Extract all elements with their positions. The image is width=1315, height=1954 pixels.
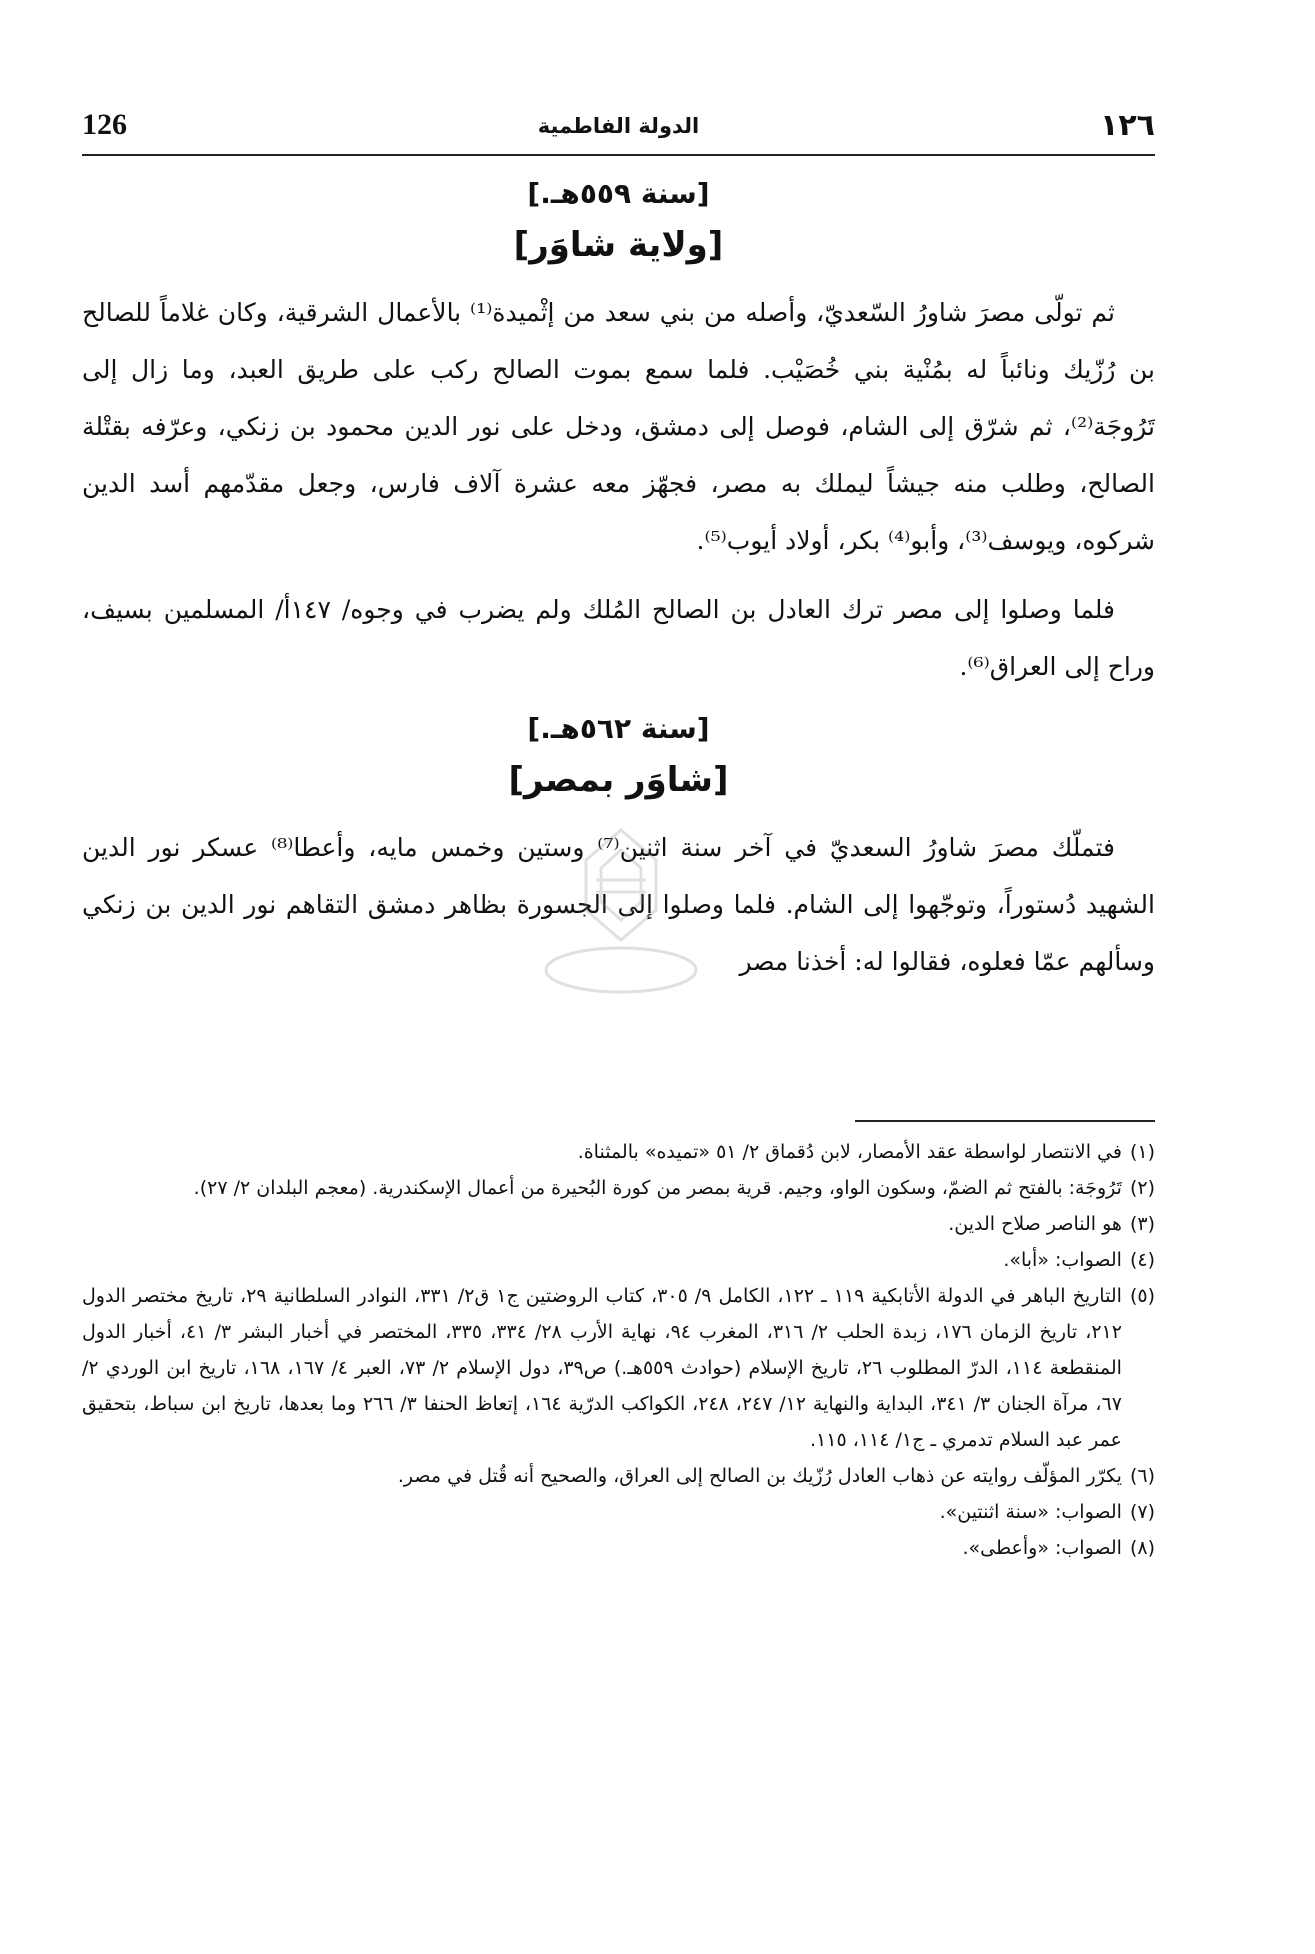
footnote-text: يكرّر المؤلّف روايته عن ذهاب العادل رُزّيك بن الصالح إلى العراق، والصحيح أنه قُتل في مصر. [397,1465,1122,1487]
footnote-text: تَرُوجَة: بالفتح ثم الضمّ، وسكون الواو، وجيم. قرية بمصر من كورة البُحيرة من أعمال الإسكندرية. (معجم البلدان ٢/ ٢٧). [193,1177,1122,1199]
footnote [82,1530,1155,1566]
running-header [82,108,1155,156]
footnote [82,1242,1155,1278]
running-title: الدولة الفاطمية [537,114,700,138]
page-number-latin: 126 [82,108,127,141]
footnote-text: الصواب: «سنة اثنتين». [939,1501,1122,1523]
footnote [82,1170,1155,1206]
year-heading: [سنة ٥٥٩هـ.] [527,177,710,210]
footnote-text: التاريخ الباهر في الدولة الأتابكية ١١٩ ـ ١٢٢، الكامل ٩/ ٣٠٥، كتاب الروضتين ج١ ق٢/ ٣٣١، النوادر السلطانية ٢٩، تاريخ مختصر الدول ٢١٢، تاريخ الزمان ١٧٦، زبدة الحلب ٢/ ٣١٦، المغرب ٩٤، نهاية الأرب ٢٨/ ٣٣٤، ٣٣٥، المختصر في أخبار البشر ٣/ ٤١، أخبار الدول المنقطعة ١١٤، الدرّ المطلوب ٢٦، تاريخ الإسلام (حوادث ٥٥٩هـ.) ص٣٩، دول الإسلام ٢/ ٧٣، العبر ٤/ ١٦٧، ١٦٨، تاريخ ابن الوردي ٢/ ٦٧، مرآة الجنان ٣/ ٣٤١، البداية والنهاية ١٢/ ٢٤٧، ٢٤٨، الكواكب الدرّية ١٦٤، إتعاظ الحنفا ٣/ ٢٦٦ وما بعدها، تاريخ ابن سباط، بتحقيق عمر عبد السلام تدمري ـ ج١/ ١١٤، ١١٥. [82,1285,1122,1451]
section-title: [شاوَر بمصر] [508,760,729,800]
footnote-number: (٢) [1129,1177,1155,1199]
footnote-text: الصواب: «وأعطى». [962,1537,1122,1559]
footnote [82,1458,1155,1494]
footnotes [82,1134,1155,1566]
footnote-number: (٨) [1129,1537,1155,1559]
paragraph: فتملّك مصرَ شاورُ السعديّ في آخر سنة اثنين⁽⁷⁾ وستين وخمس مايه، وأعطا⁽⁸⁾ عسكر نور الدين الشهيد دُستوراً، وتوجّهوا إلى الشام. فلما وصلوا إلى الجسورة بظاهر دمشق التقاهم نور الدين بن زنكي وسألهم عمّا فعلوه، فقالوا له: أخذنا مصر [82,833,1155,976]
footnote-number: (٤) [1129,1249,1155,1271]
section-559 [82,172,1155,695]
paragraph: فلما وصلوا إلى مصر ترك العادل بن الصالح المُلك ولم يضرب في وجوه/ ١٤٧أ/ المسلمين بسيف، وراح إلى العراق⁽⁶⁾. [82,595,1155,681]
footnote [82,1278,1155,1458]
library-stamp-watermark [536,820,706,1010]
footnote-number: (٦) [1129,1465,1155,1487]
paragraph: ثم تولّى مصرَ شاورُ السّعديّ، وأصله من بني سعد من إثْميدة⁽¹⁾ بالأعمال الشرقية، وكان غلاماً للصالح بن رُزّيك ونائباً له بمُنْية بني خُصَيْب. فلما سمع بموت الصالح ركب على طريق العبد، وما زال إلى تَرُوجَة⁽²⁾، ثم شرّق إلى الشام، فوصل إلى دمشق، ودخل على نور الدين محمود بن زنكي، وعرّفه بقتْلة الصالح، وطلب منه جيشاً ليملك به مصر، فجهّز معه عشرة آلاف فارس، وجعل مقدّمهم أسد الدين شركوه، ويوسف⁽³⁾، وأبو⁽⁴⁾ بكر، أولاد أيوب⁽⁵⁾. [82,298,1155,555]
footnote [82,1494,1155,1530]
footnote-number: (١) [1129,1141,1155,1163]
footnote [82,1134,1155,1170]
footnote-text: في الانتصار لواسطة عقد الأمصار، لابن دُقماق ٢/ ٥١ «تميده» بالمثناة. [577,1141,1122,1163]
footnote-number: (٧) [1129,1501,1155,1523]
footnote-number: (٣) [1129,1213,1155,1235]
footnote-text: الصواب: «أبا». [1003,1249,1122,1271]
page-number-arabic: ١٢٦ [1100,108,1155,143]
footnote [82,1206,1155,1242]
footnote-text: هو الناصر صلاح الدين. [948,1213,1122,1235]
year-heading: [سنة ٥٦٢هـ.] [527,712,710,745]
footnote-number: (٥) [1129,1285,1155,1307]
section-title: [ولاية شاوَر] [513,225,724,265]
